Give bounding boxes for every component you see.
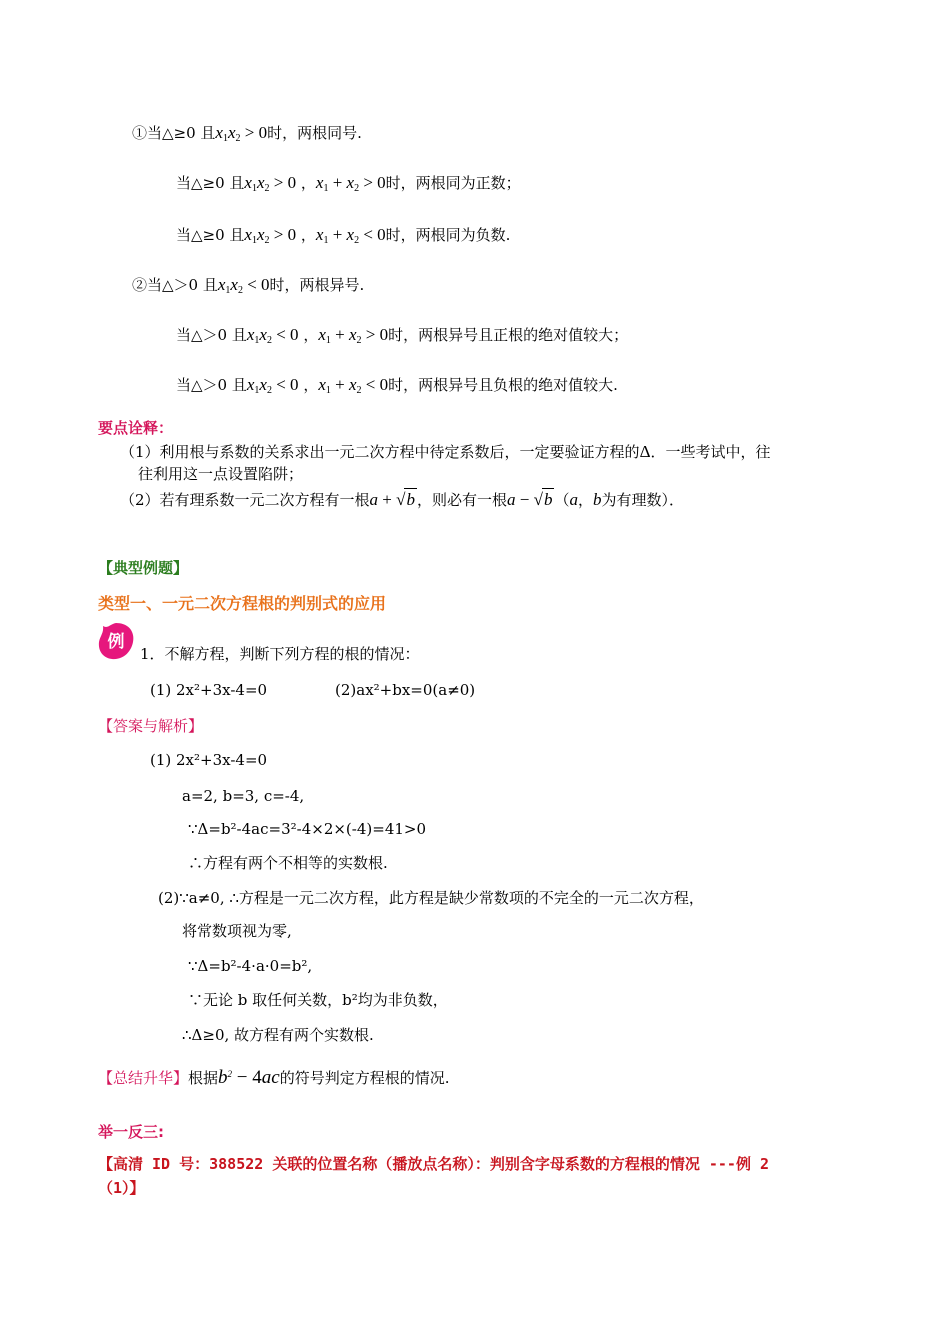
answer-line: ∴Δ≥0, 故方程有两个实数根. xyxy=(182,1026,374,1044)
answer-heading: 【答案与解析】 xyxy=(98,717,204,735)
answer-line: (1) 2x²+3x-4=0 xyxy=(150,751,268,769)
rule-text: 当△＞0 且 xyxy=(176,326,247,344)
key-point-text: （2）若有理系数一元二次方程有一根 xyxy=(120,491,370,509)
video-reference[interactable]: 【高清 ID 号：388522 关联的位置名称（播放点名称）：判别含字母系数的方程根的情况 ---例 2 xyxy=(98,1155,770,1173)
formula-sum-positive: $x_1 + x_2 > 0$ xyxy=(318,325,389,346)
rule-text: 时，两根同号. xyxy=(267,124,362,142)
rule-both-positive: 当△≥0 且$x_1x_2 > 0$ ，$x_1 + x_2 > 0$时，两根同为正数； xyxy=(176,173,521,194)
formula-product-positive: $x_1x_2 > 0$ xyxy=(244,173,297,194)
summary-line xyxy=(98,1063,449,1089)
key-point-text: （1）利用根与系数的关系求出一元二次方程中待定系数后，一定要验证方程的 xyxy=(120,443,640,461)
key-points-heading: 要点诠释： xyxy=(98,419,174,437)
example-q1: (1) 2x²+3x-4=0 xyxy=(150,681,268,699)
formula-sum-positive: $x_1 + x_2 > 0$ xyxy=(315,173,386,194)
rule-text: 时，两根异号且正根的绝对值较大； xyxy=(388,326,629,344)
summary-text: 根据 xyxy=(188,1069,219,1087)
var-b: b xyxy=(592,490,602,509)
example-q2: (2)ax²+bx=0(a≠0) xyxy=(335,681,476,699)
rule-text: 时，两根异号且负根的绝对值较大. xyxy=(388,376,618,394)
formula-discriminant: $b^2 - 4ac$ xyxy=(218,1067,280,1088)
type1-heading: 类型一、一元二次方程根的判别式的应用 xyxy=(98,594,387,613)
rule-text: 当△≥0 且 xyxy=(176,226,245,244)
answer-line: ∵无论 b 取任何关数，b²均为非负数， xyxy=(188,991,448,1009)
answer-line: 将常数项视为零, xyxy=(182,922,292,940)
formula-a-minus-sqrt-b: a − √b xyxy=(507,490,553,509)
formula-sum-negative: $x_1 + x_2 < 0$ xyxy=(315,225,386,246)
delta-symbol: Δ xyxy=(639,442,651,461)
key-point-1 xyxy=(120,441,771,463)
key-point-text: ， xyxy=(577,491,593,509)
formula-product-negative: $x_1x_2 < 0$ xyxy=(246,375,299,396)
rule-text: 当△＞0 且 xyxy=(176,376,247,394)
answer-line: a=2, b=3, c=-4, xyxy=(182,787,305,805)
var-a: a xyxy=(569,490,578,509)
answer-line: ∵Δ=b²-4ac=3²-4×2×(-4)=41>0 xyxy=(188,820,427,838)
formula-product-positive: $x_1x_2 > 0$ xyxy=(244,225,297,246)
answer-line: ∴方程有两个不相等的实数根. xyxy=(188,854,388,872)
rule-text: 时，两根异号. xyxy=(269,276,365,294)
rule-text: 时，两根同为负数. xyxy=(385,226,511,244)
example-badge-icon xyxy=(95,620,137,662)
answer-line: (2)∵a≠0, ∴方程是一元二次方程，此方程是缺少常数项的不完全的一元二次方程， xyxy=(158,889,704,907)
key-point-text: ．一些考试中，往 xyxy=(650,443,771,461)
rule-text: 当△≥0 且 xyxy=(176,174,245,192)
rule-both-negative: 当△≥0 且$x_1x_2 > 0$ ，$x_1 + x_2 < 0$时，两根同为负数. xyxy=(176,225,511,246)
formula-a-plus-sqrt-b: a + √b xyxy=(369,490,415,509)
key-point-1-cont: 往利用这一点设置陷阱； xyxy=(138,465,304,483)
key-point-text: （ xyxy=(554,491,570,509)
formula-sum-negative: $x_1 + x_2 < 0$ xyxy=(318,375,389,396)
formula-product-positive: $x_1x_2 > 0$ xyxy=(215,123,268,144)
summary-text: 的符号判定方程根的情况. xyxy=(279,1069,450,1087)
rule-negative-larger: 当△＞0 且$x_1x_2 < 0$ ，$x_1 + x_2 < 0$时，两根异号且负根的绝对值较大. xyxy=(176,375,618,396)
key-point-text: ，则必有一根 xyxy=(416,491,507,509)
formula-product-negative: $x_1x_2 < 0$ xyxy=(217,275,270,296)
rule-same-sign xyxy=(132,122,362,150)
video-reference-cont[interactable]: （1）】 xyxy=(98,1179,145,1197)
key-point-2 xyxy=(120,488,684,511)
rule-text: ②当△＞0 且 xyxy=(132,276,218,294)
practice-heading: 举一反三: xyxy=(98,1123,164,1141)
examples-heading: 【典型例题】 xyxy=(98,559,189,577)
rule-text: ①当△≥0 且 xyxy=(132,124,216,142)
example-question: 1．不解方程，判断下列方程的根的情况： xyxy=(140,645,420,663)
summary-tag: 【总结升华】 xyxy=(98,1069,189,1087)
key-point-text: 为有理数）． xyxy=(601,491,684,509)
rule-opposite-sign xyxy=(132,274,364,302)
badge-label: 例 xyxy=(107,632,125,652)
answer-line: ∵Δ=b²-4·a·0=b², xyxy=(188,957,313,975)
formula-product-negative: $x_1x_2 < 0$ xyxy=(246,325,299,346)
rule-positive-larger: 当△＞0 且$x_1x_2 < 0$ ，$x_1 + x_2 > 0$时，两根异号且正根的绝对值较大； xyxy=(176,325,629,346)
rule-text: 时，两根同为正数； xyxy=(385,174,521,192)
